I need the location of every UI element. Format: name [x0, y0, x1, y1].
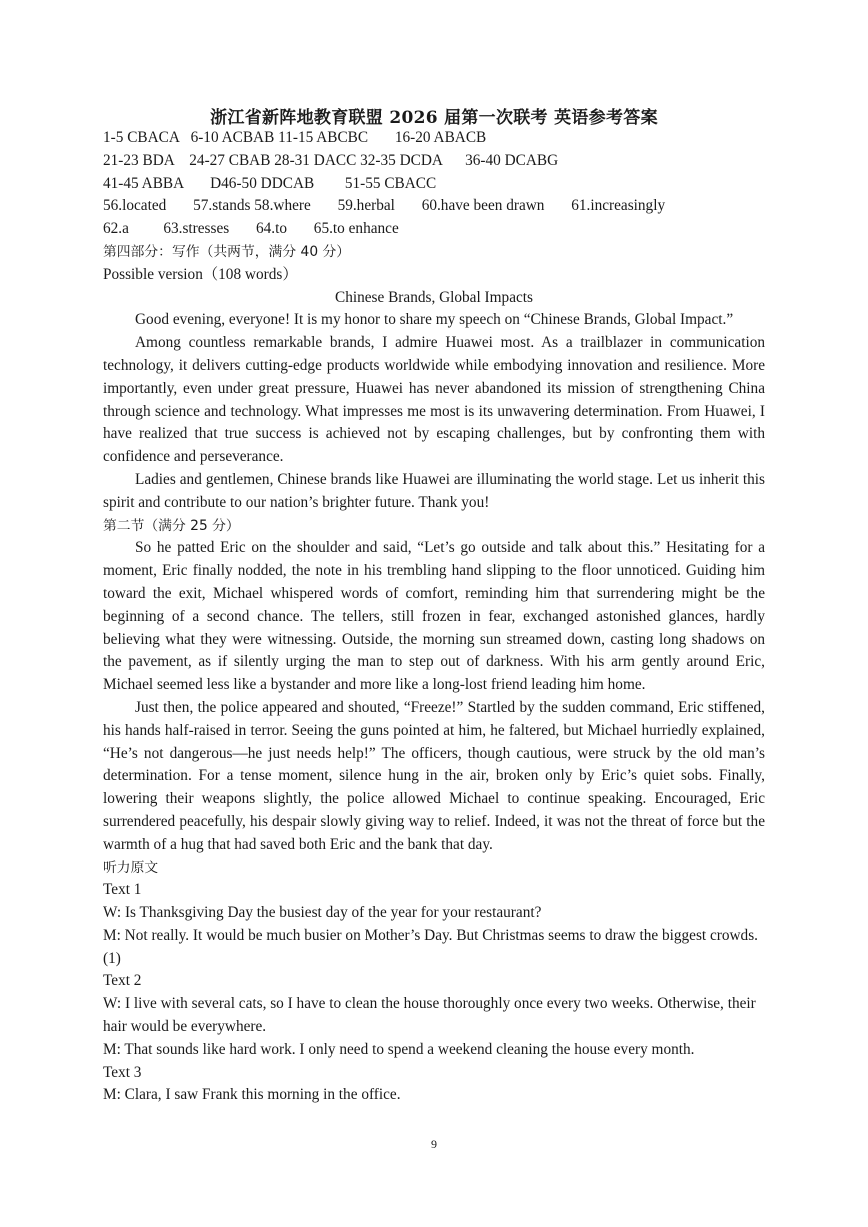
answer-row-3 — [103, 173, 765, 196]
answer-group: 1-5 CBACA — [103, 129, 180, 146]
essay-paragraph: Ladies and gentlemen, Chinese brands like Huawei are illuminating the world stage. Let us inherit this spirit and contribute to our nation’s brighter future. Thank you! — [103, 470, 765, 511]
version-label: Possible version（108 words） — [103, 265, 298, 283]
answer-group: 58.where — [254, 197, 311, 215]
answer-group: 61.increasingly — [571, 197, 666, 215]
answer-row-5 — [103, 218, 765, 241]
answer-group: 6-10 ACBAB — [190, 129, 275, 146]
answer-group: 41-45 ABBA — [103, 174, 184, 192]
answer-group: 21-23 BDA — [103, 151, 174, 169]
answer-group: 11-15 ABCBC — [278, 129, 369, 146]
section2-heading: 第二节（满分 25 分） — [103, 517, 240, 534]
listening-line: M: Clara, I saw Frank this morning in the office. — [103, 1086, 401, 1104]
continuation-paragraph: Just then, the police appeared and shouted, “Freeze!” Startled by the sudden command, Eric stiffened, his hands half-raised in terror. Seeing the guns pointed at him, he faltered, but Michael hurriedly explained, “He’s not dangerous—he just needs help!” The officers, though cautious, were struck by the old man’s determination. For a tense moment, silence hung in the air, broken only by Eric’s quiet sobs. Finally, lowering their weapons slightly, the police allowed Michael to continue speaking. Encouraged, Eric surrendered peacefully, his despair slowly giving way to relief. Indeed, it was not the threat of force but the warmth of a hug that had saved both Eric and the bank that day. — [103, 698, 765, 853]
listening-line: M: Not really. It would be much busier on Mother’s Day. But Christmas seems to draw the biggest crowds. (1) — [103, 926, 758, 967]
continuation-paragraph: So he patted Eric on the shoulder and said, “Let’s go outside and talk about this.” Hesitating for a moment, Eric finally nodded, the note in his trembling hand slipping to the floor unnoticed. Guiding him toward the exit, Michael whispered words of comfort, reminding him that surrendering might be the beginning of a second chance. The tellers, still frozen in fear, exchanged astonished glances, hardly believing what they were witnessing. Outside, the morning sun streamed down, casting long shadows on the pavement, as if silently urging the man to step out of darkness. With his arm gently around Eric, Michael seemed less like a bystander and more like a long-lost friend leading him home. — [103, 539, 765, 694]
answer-group: 28-31 DACC — [274, 151, 357, 169]
document-body — [103, 127, 765, 1107]
page-number: 9 — [431, 1137, 437, 1151]
listening-line: M: That sounds like hard work. I only need to spend a weekend cleaning the house every month. — [103, 1040, 695, 1058]
answer-group: 60.have been drawn — [421, 197, 545, 215]
answer-group: 59.herbal — [337, 197, 395, 215]
essay-title: Chinese Brands, Global Impacts — [335, 288, 533, 306]
answer-group: 36-40 DCABG — [465, 151, 559, 169]
answer-group: 24-27 CBAB — [189, 151, 271, 169]
listening-line: W: Is Thanksgiving Day the busiest day of the year for your restaurant? — [103, 904, 542, 922]
essay-paragraph: Among countless remarkable brands, I admire Huawei most. As a trailblazer in communication technology, it delivers cutting-edge products worldwide while embodying innovation and resilience. More importantly, even under great pressure, Huawei has never abandoned its mission of strengthening China through science and technology. What impresses me most is its unwavering determination. From Huawei, I have realized that true success is achieved not by escaping challenges, but by confronting them with confidence and perseverance. — [103, 334, 765, 466]
answer-group: 62.a — [103, 220, 129, 238]
answer-group: D46-50 DDCAB — [210, 174, 315, 192]
essay-paragraph: Good evening, everyone! It is my honor to share my speech on “Chinese Brands, Global Impact.” — [135, 311, 734, 329]
answer-row-2 — [103, 150, 765, 173]
answer-group: 16-20 ABACB — [394, 129, 487, 146]
answer-row-1 — [103, 127, 765, 150]
listening-line: Text 2 — [103, 972, 142, 990]
answer-group: 56.located — [103, 197, 167, 215]
listening-heading: 听力原文 — [103, 859, 159, 876]
answer-row-4 — [103, 195, 765, 218]
listening-line: Text 3 — [103, 1063, 142, 1081]
answer-group: 51-55 CBACC — [344, 174, 437, 192]
listening-line: W: I live with several cats, so I have to clean the house thoroughly once every two weeks. Otherwise, their hair would be everywhere. — [103, 995, 756, 1036]
answer-group: 63.stresses — [163, 220, 230, 238]
writing-part-heading: 第四部分：写作（共两节，满分 40 分） — [103, 243, 351, 260]
listening-line: Text 1 — [103, 881, 142, 899]
answer-group: 57.stands — [193, 197, 251, 215]
answer-group: 65.to enhance — [313, 220, 399, 238]
answer-group: 32-35 DCDA — [360, 151, 443, 169]
answer-group: 64.to — [255, 220, 288, 238]
page-title: 浙江省新阵地教育联盟 2026 届第一次联考 英语参考答案 — [210, 108, 658, 128]
